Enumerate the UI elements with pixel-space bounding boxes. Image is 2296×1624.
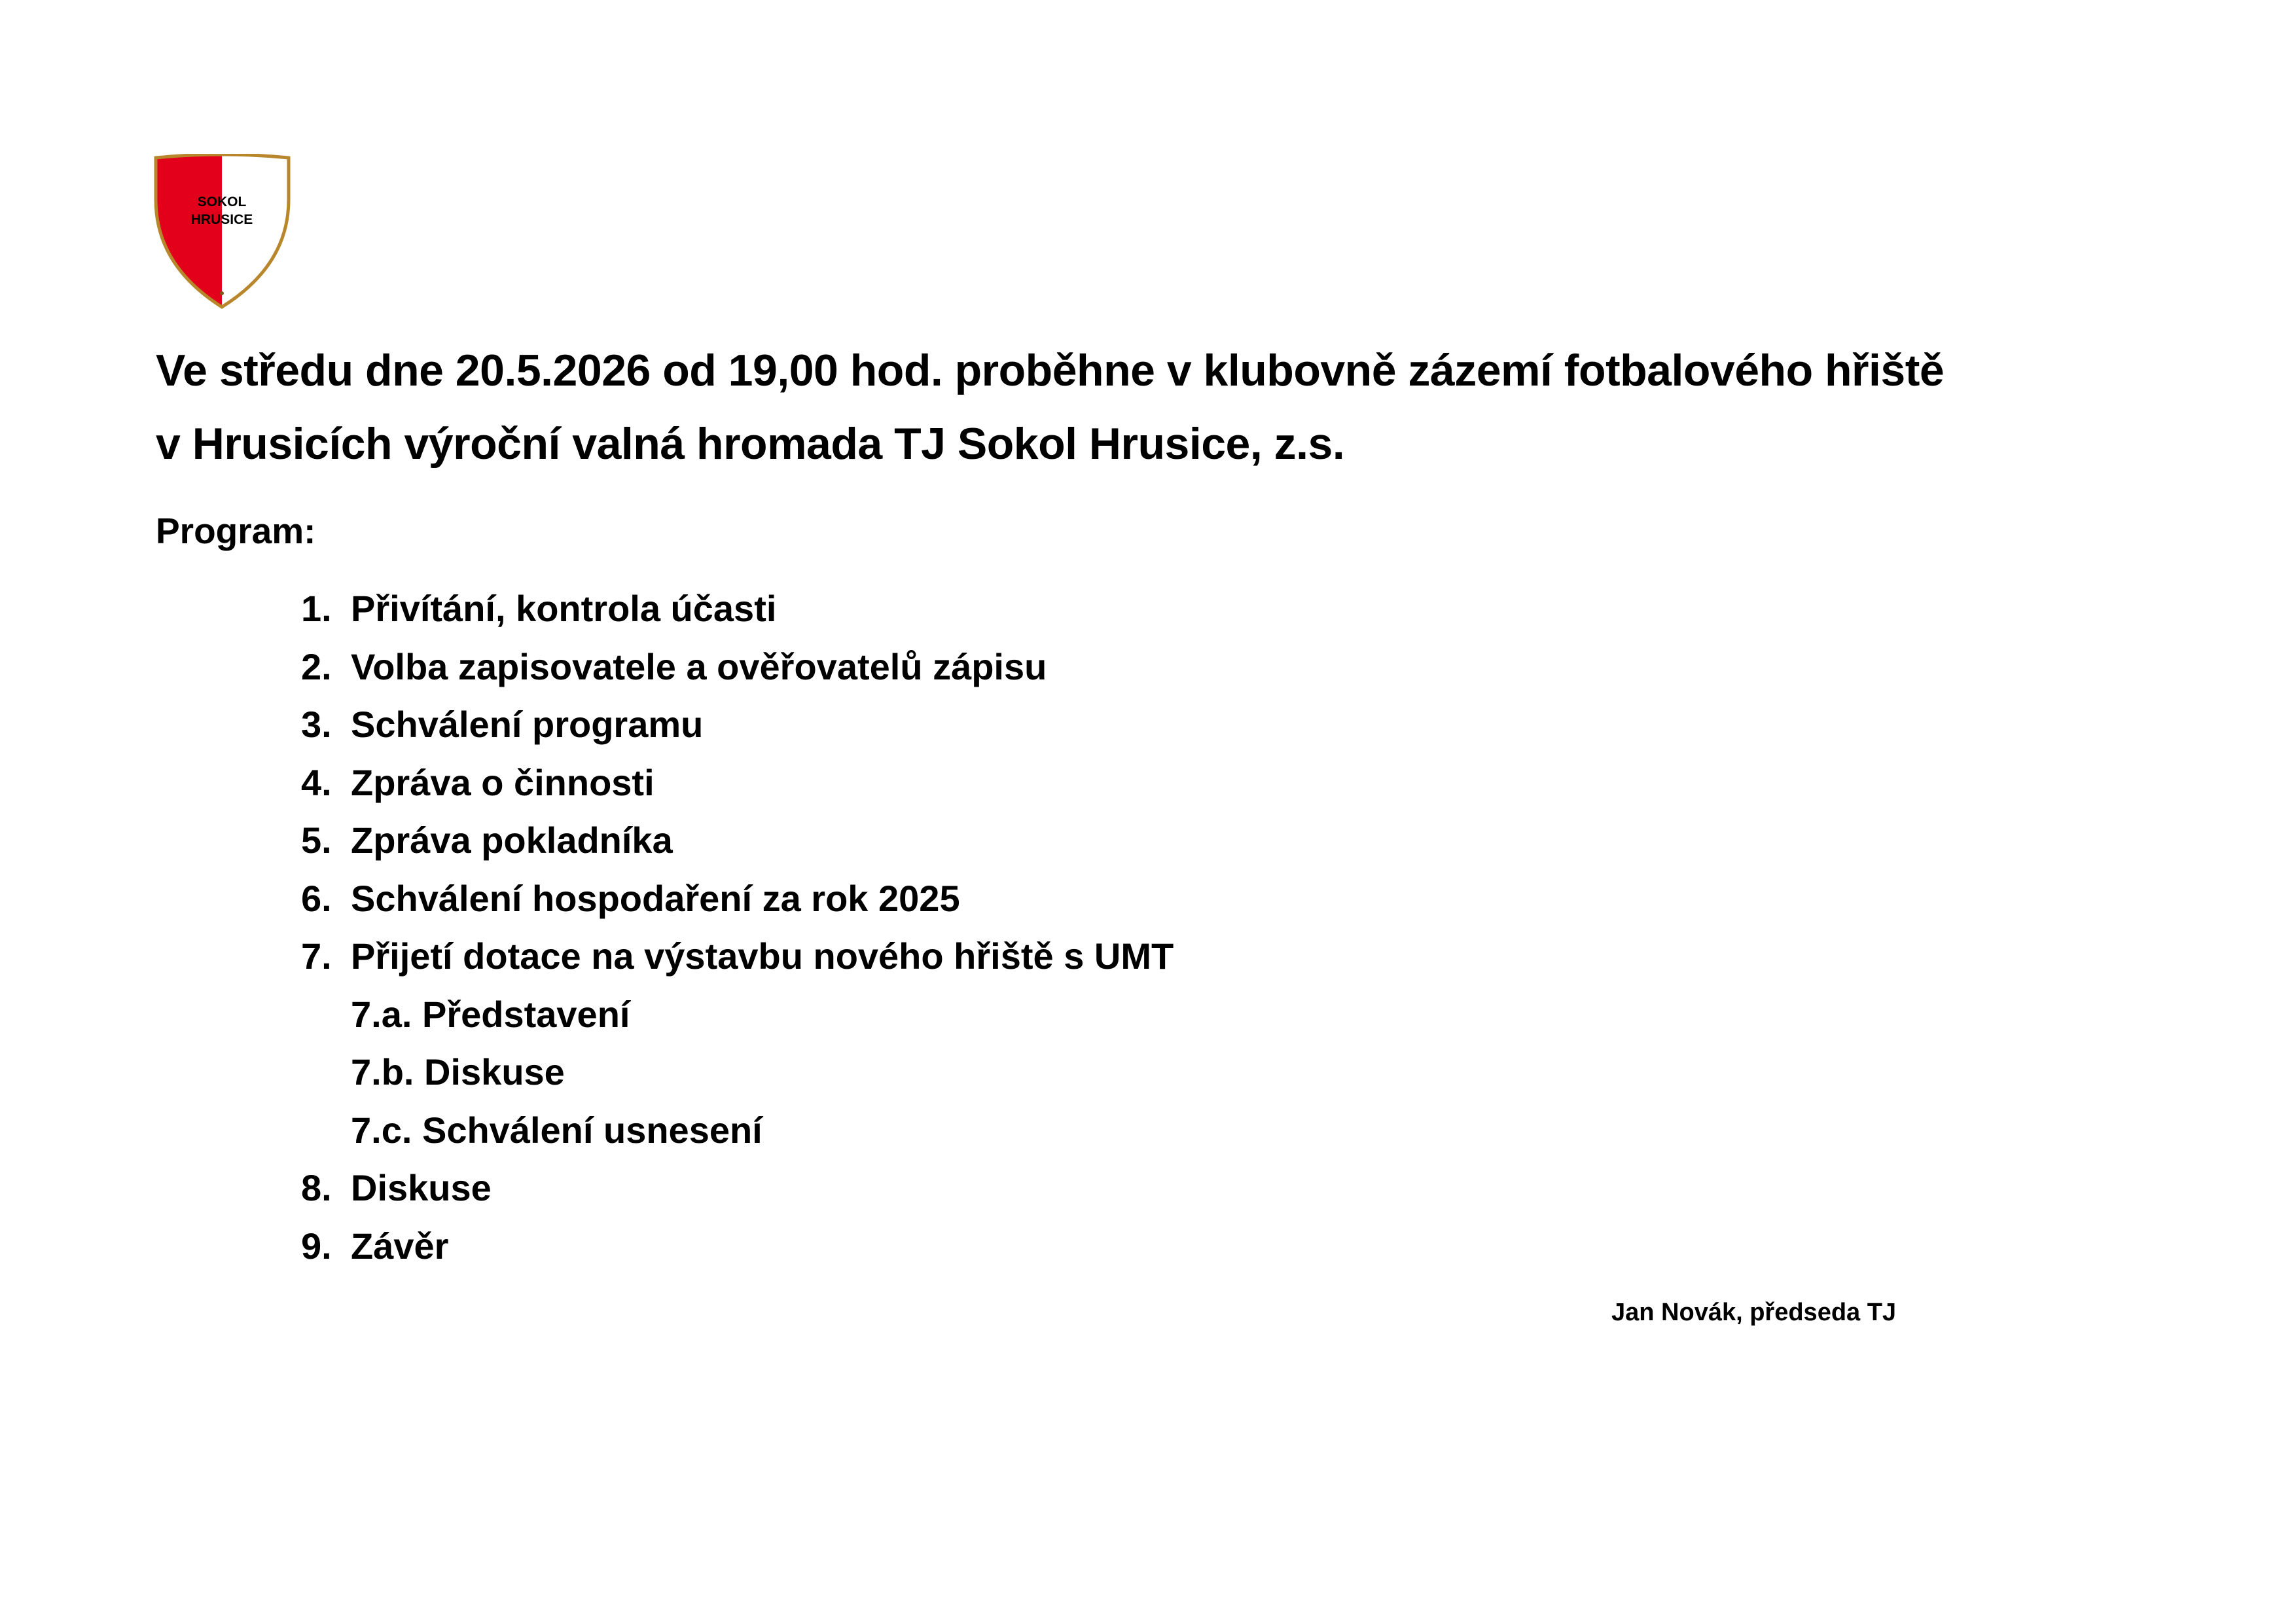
agenda-item-number: 5. (301, 820, 332, 861)
agenda-item (301, 760, 1174, 818)
agenda-item-text: 7.a. Představení (351, 993, 630, 1035)
agenda-item-number: 2. (301, 645, 332, 687)
agenda-item-text: 7.b. Diskuse (351, 1051, 565, 1092)
agenda-item-text: Volba zapisovatele a ověřovatelů zápisu (351, 645, 1047, 687)
agenda-item (301, 1223, 1174, 1282)
agenda-item-text: Schválení programu (351, 704, 704, 745)
agenda-item-number: 3. (301, 704, 332, 745)
agenda-item (301, 876, 1174, 934)
agenda-item (301, 702, 1174, 760)
shield-logo-icon (152, 154, 293, 311)
program-label: Program: (156, 511, 316, 551)
signature: Jan Novák, předseda TJ (1611, 1299, 1897, 1326)
agenda-item (301, 933, 1174, 992)
agenda-item-number: 8. (301, 1167, 332, 1208)
headline-line-2: v Hrusicích výroční valná hromada TJ Sokol Hrusice, z.s. (156, 419, 1345, 469)
agenda-item-text: 7.c. Schválení usnesení (351, 1109, 762, 1151)
agenda-item-text: Diskuse (351, 1167, 492, 1208)
agenda-item-text: Přijetí dotace na výstavbu nového hřiště s UMT (351, 935, 1174, 977)
agenda-item-text: Závěr (351, 1225, 449, 1267)
agenda-list (301, 586, 1174, 1281)
agenda-item-number: 1. (301, 588, 332, 629)
logo-text-line2: HRUSICE (190, 212, 253, 227)
headline-line-1: Ve středu dne 20.5.2026 od 19,00 hod. proběhne v klubovně zázemí fotbalového hřiště (156, 346, 1945, 395)
logo-text-line1: SOKOL (197, 194, 247, 209)
agenda-item-text: Zpráva pokladníka (351, 820, 673, 861)
agenda-item-text: Přivítání, kontrola účasti (351, 588, 777, 629)
club-logo (152, 154, 293, 311)
agenda-item-text: Zpráva o činnosti (351, 761, 655, 803)
agenda-item (301, 1165, 1174, 1223)
agenda-item (301, 992, 1174, 1050)
agenda-item-number: 7. (301, 935, 332, 977)
agenda-item-number: 6. (301, 877, 332, 919)
agenda-item-number: 9. (301, 1225, 332, 1267)
agenda-item (301, 818, 1174, 876)
agenda-item (301, 644, 1174, 702)
announcement-headline (156, 334, 2217, 480)
agenda-item-text: Schválení hospodaření za rok 2025 (351, 877, 960, 919)
agenda-item (301, 1049, 1174, 1108)
agenda-item (301, 1108, 1174, 1166)
shield-red-half (152, 154, 222, 311)
agenda-item (301, 586, 1174, 644)
agenda-item-number: 4. (301, 761, 332, 803)
shield-white-half (222, 154, 293, 311)
